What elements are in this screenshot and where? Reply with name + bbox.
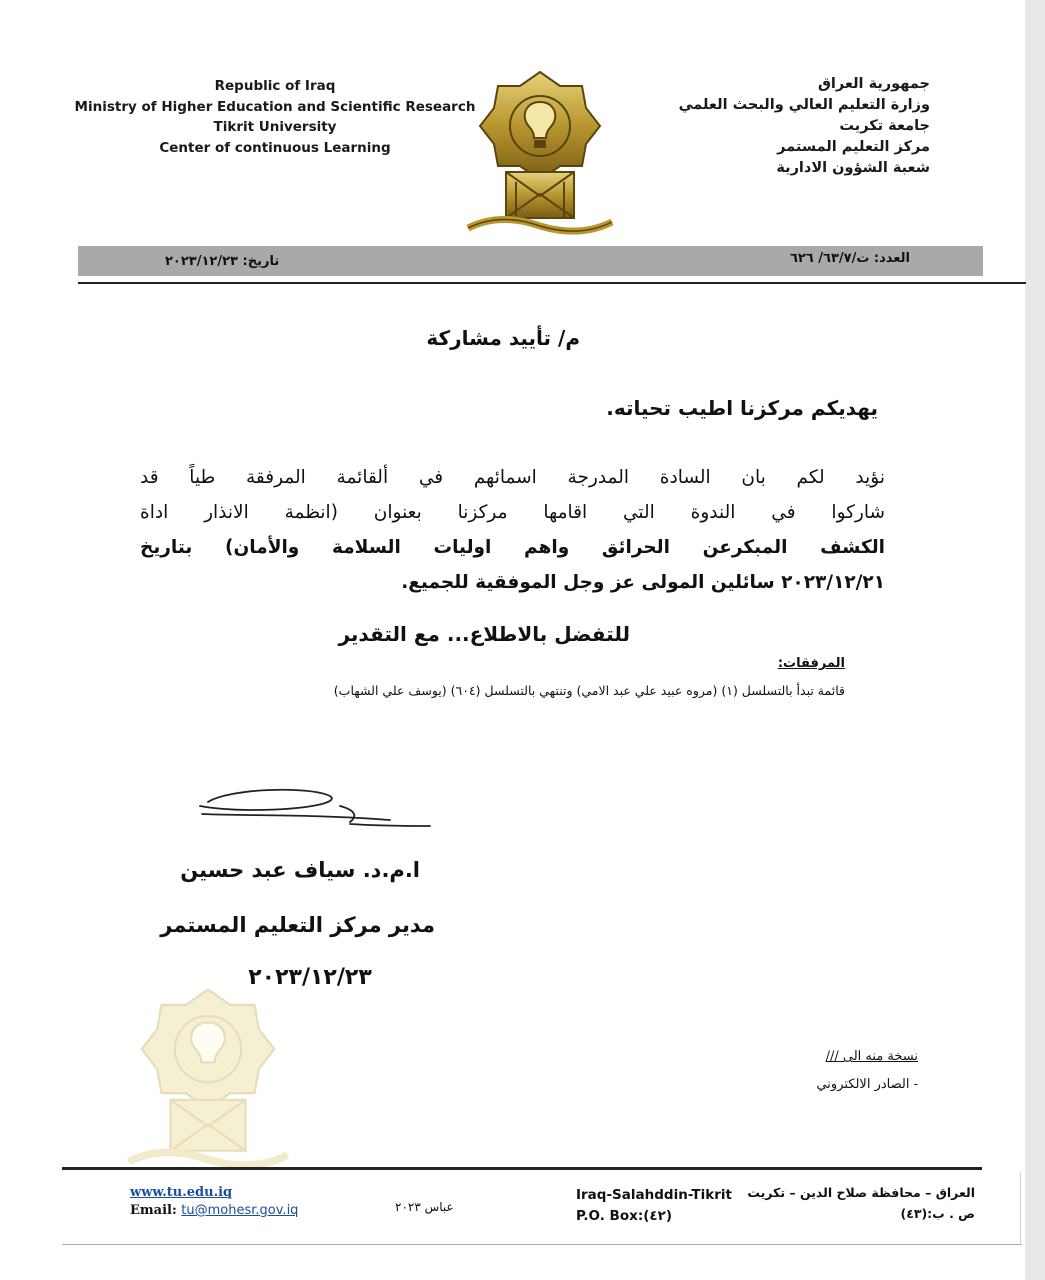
bottom-divider — [62, 1244, 1022, 1245]
body-line-text: شاركوا في الندوة التي اقامها مركزنا بعنوان (انظمة الانذار اداة — [140, 502, 885, 523]
letter-closing: للتفضل بالاطلاع... مع التقدير — [338, 622, 630, 646]
letterhead-line: مركز التعليم المستمر — [777, 139, 930, 155]
letter-subject: م/ تأييد مشاركة — [426, 326, 580, 350]
letterhead-line: Tikrit University — [213, 119, 337, 135]
letterhead-line: Republic of Iraq — [214, 78, 336, 94]
university-logo — [460, 68, 620, 240]
email-label: Email: — [130, 1203, 177, 1218]
body-line: الكشف المبكرعن الحرائق واهم اوليات السلامة والأمان) بتاريخ — [140, 537, 885, 558]
footer-divider — [62, 1167, 982, 1170]
page-edge — [1026, 0, 1045, 1280]
pobox-line: ص . ب:(٤٣) — [900, 1206, 975, 1221]
letterhead-line: شعبة الشؤون الادارية — [776, 160, 930, 176]
website-link[interactable]: www.tu.edu.iq — [130, 1185, 233, 1200]
copies-item: - الصادر الالكتروني — [816, 1077, 918, 1092]
letterhead-line: Ministry of Higher Education and Scientific Research — [74, 98, 476, 115]
address-line: العراق – محافظة صلاح الدين – تكريت — [747, 1185, 975, 1200]
address-english — [576, 1185, 732, 1227]
header-divider — [78, 282, 1026, 284]
handwritten-signature — [190, 780, 440, 840]
arabic-letterhead — [640, 74, 930, 179]
letter-greeting: يهديكم مركزنا اطيب تحياته. — [606, 396, 878, 420]
letterhead-line: وزارة التعليم العالي والبحث العلمي — [678, 97, 930, 113]
address-line: Iraq-Salahddin-Tikrit — [576, 1187, 732, 1203]
signature-date: ٢٠٢٣/١٢/٢٣ — [248, 965, 372, 990]
letterhead-line: جامعة تكريت — [839, 118, 930, 134]
attachments-text: قائمة تبدأ بالتسلسل (١) (مروه عبيد علي عبد الامي) وتنتهي بالتسلسل (٦٠٤) (يوسف علي الشهاب) — [333, 683, 845, 698]
body-line: نؤيد لكم بان السادة المدرجة اسمائهم في ألقائمة المرفقة طياً قد — [140, 467, 885, 488]
letterhead-line: Center of continuous Learning — [159, 139, 391, 156]
signatory-title: مدير مركز التعليم المستمر — [160, 913, 435, 937]
english-letterhead — [70, 76, 480, 158]
body-line: ٢٠٢٣/١٢/٢١ سائلين المولى عز وجل الموفقية للجميع. — [401, 572, 885, 593]
body-line — [140, 495, 885, 530]
copies-to — [760, 1043, 918, 1099]
typist-stamp: عباس ٢٠٢٣ — [395, 1200, 454, 1214]
reference-date: تاريخ: ٢٠٢٣/١٢/٢٣ — [165, 254, 280, 269]
signatory-name: ا.م.د. سياف عبد حسين — [180, 858, 420, 882]
logo-watermark — [118, 985, 298, 1175]
email-link[interactable]: tu@mohesr.gov.iq — [181, 1203, 299, 1218]
email-line — [130, 1203, 298, 1218]
copies-label: نسخة منه الى /// — [825, 1049, 918, 1064]
reference-number: العدد: ت/٦٣/٧/ ٦٢٦ — [789, 251, 910, 266]
address-arabic — [747, 1182, 975, 1224]
letterhead-line: جمهورية العراق — [817, 76, 930, 92]
attachments-label: المرفقات: — [777, 656, 845, 671]
pobox-line: P.O. Box:(٤٢) — [576, 1208, 673, 1224]
